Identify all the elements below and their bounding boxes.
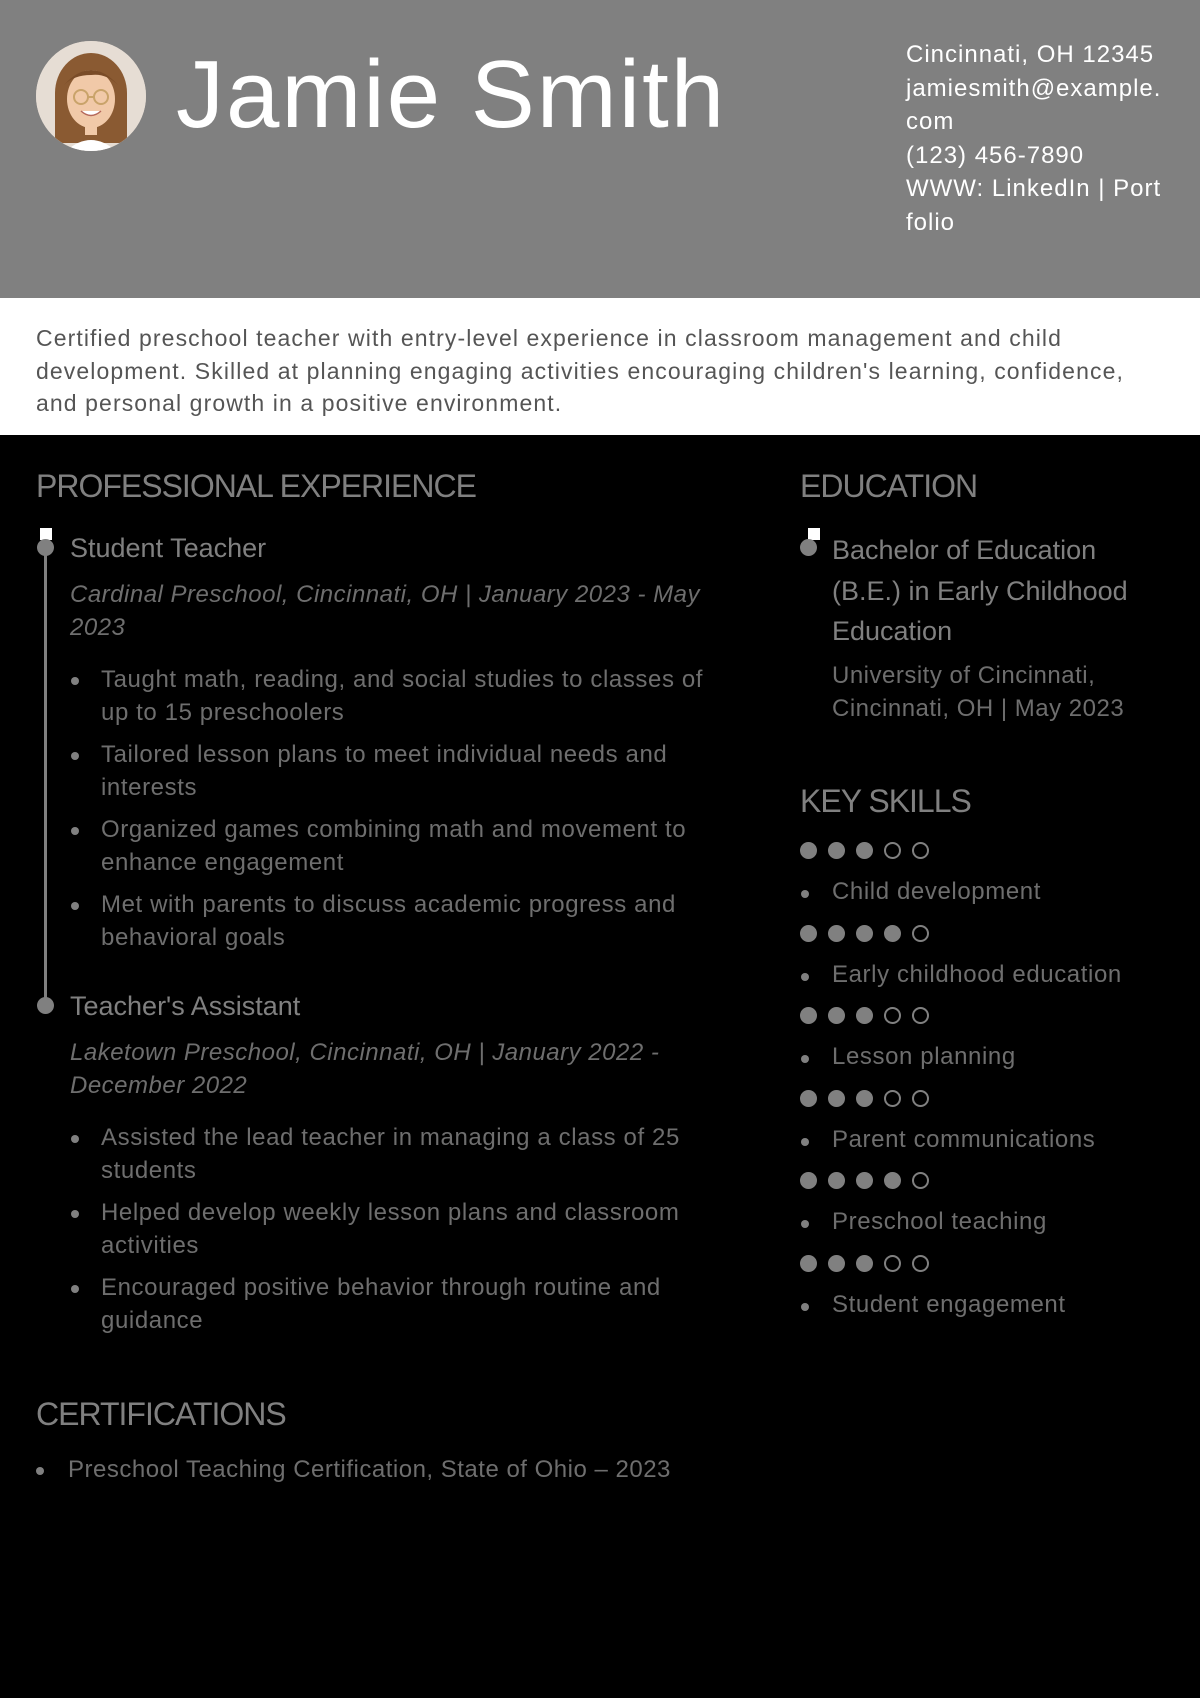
rating-dot-empty	[912, 1090, 929, 1107]
job-bullets	[70, 1122, 730, 1347]
certifications-heading: CERTIFICATIONS	[36, 1396, 286, 1432]
skill-name: Parent communications	[832, 1125, 1096, 1153]
list-item: Taught math, reading, and social studies to classes of up to 15 preschoolers	[70, 664, 730, 729]
skill-bullet	[801, 973, 809, 981]
rating-dot-filled	[828, 925, 845, 942]
cert-bullet	[36, 1467, 44, 1475]
job-bullets	[70, 664, 730, 964]
list-item: Met with parents to discuss academic progress and behavioral goals	[70, 889, 730, 954]
web-links[interactable]: WWW: LinkedIn | Portfolio	[906, 175, 1162, 236]
rating-dot-filled	[856, 1255, 873, 1272]
rating-dot-filled	[800, 925, 817, 942]
skill-bullet	[801, 1055, 809, 1063]
timeline-dot	[37, 539, 54, 556]
rating-dot-filled	[856, 925, 873, 942]
rating-dot-empty	[912, 1172, 929, 1189]
skill-rating	[800, 1172, 940, 1189]
rating-dot-filled	[800, 1007, 817, 1024]
rating-dot-filled	[828, 842, 845, 859]
header	[0, 0, 1200, 298]
rating-dot-empty	[884, 1007, 901, 1024]
skill-bullet	[801, 1303, 809, 1311]
rating-dot-filled	[828, 1090, 845, 1107]
skill-rating	[800, 1090, 940, 1107]
job-title: Student Teacher	[70, 533, 267, 563]
job-meta: Laketown Preschool, Cincinnati, OH | January 2022 - December 2022	[70, 1039, 660, 1099]
skill-name: Lesson planning	[832, 1043, 1016, 1070]
skill-bullet	[801, 890, 809, 898]
skill-bullet	[801, 1220, 809, 1228]
list-item: Encouraged positive behavior through routine and guidance	[70, 1272, 730, 1337]
skill-rating	[800, 1255, 940, 1272]
skill-rating	[800, 842, 940, 859]
rating-dot-filled	[828, 1007, 845, 1024]
rating-dot-filled	[856, 842, 873, 859]
rating-dot-filled	[856, 1007, 873, 1024]
timeline-dot	[37, 997, 54, 1014]
list-item: Organized games combining math and movement to enhance engagement	[70, 814, 730, 879]
rating-dot-filled	[800, 1172, 817, 1189]
skill-name: Early childhood education	[832, 960, 1122, 988]
school: University of Cincinnati, Cincinnati, OH | May 2023	[832, 662, 1125, 722]
rating-dot-filled	[828, 1172, 845, 1189]
rating-dot-filled	[884, 1172, 901, 1189]
certification-item: Preschool Teaching Certification, State of Ohio – 2023	[68, 1456, 671, 1483]
rating-dot-empty	[884, 1255, 901, 1272]
rating-dot-filled	[884, 925, 901, 942]
experience-heading: PROFESSIONAL EXPERIENCE	[36, 468, 476, 504]
candidate-name: Jamie Smith	[176, 41, 727, 148]
skill-name: Student engagement	[832, 1290, 1066, 1318]
contact-info	[906, 38, 1166, 239]
job-title: Teacher's Assistant	[70, 991, 301, 1021]
degree: Bachelor of Education (B.E.) in Early Childhood Education	[832, 535, 1128, 646]
phone: (123) 456-7890	[906, 141, 1085, 169]
skill-name: Child development	[832, 878, 1041, 905]
skill-rating	[800, 925, 940, 942]
list-item: Tailored lesson plans to meet individual needs and interests	[70, 739, 730, 804]
rating-dot-filled	[800, 1255, 817, 1272]
rating-dot-filled	[800, 842, 817, 859]
summary-text: Certified preschool teacher with entry-level experience in classroom management and child development. Skilled at planning engaging activities encouraging children's learning, confidence, and personal growth in a positive environment.	[36, 325, 1124, 416]
profile-photo	[36, 41, 146, 151]
list-item: Helped develop weekly lesson plans and classroom activities	[70, 1197, 730, 1262]
timeline-line	[44, 545, 47, 1005]
job-meta: Cardinal Preschool, Cincinnati, OH | January 2023 - May 2023	[70, 581, 701, 641]
rating-dot-empty	[884, 842, 901, 859]
rating-dot-empty	[912, 1255, 929, 1272]
skill-name: Preschool teaching	[832, 1208, 1047, 1235]
rating-dot-empty	[912, 1007, 929, 1024]
list-item: Assisted the lead teacher in managing a class of 25 students	[70, 1122, 730, 1187]
address: Cincinnati, OH 12345	[906, 41, 1155, 68]
rating-dot-empty	[884, 1090, 901, 1107]
rating-dot-filled	[856, 1172, 873, 1189]
summary-section	[0, 298, 1200, 435]
rating-dot-filled	[828, 1255, 845, 1272]
email-link[interactable]: jamiesmith@example.com	[906, 74, 1162, 135]
education-heading: EDUCATION	[800, 468, 978, 504]
rating-dot-empty	[912, 842, 929, 859]
rating-dot-filled	[856, 1090, 873, 1107]
rating-dot-empty	[912, 925, 929, 942]
skills-heading: KEY SKILLS	[800, 783, 971, 819]
skill-rating	[800, 1007, 940, 1024]
skill-bullet	[801, 1138, 809, 1146]
education-dot	[800, 539, 817, 556]
rating-dot-filled	[800, 1090, 817, 1107]
